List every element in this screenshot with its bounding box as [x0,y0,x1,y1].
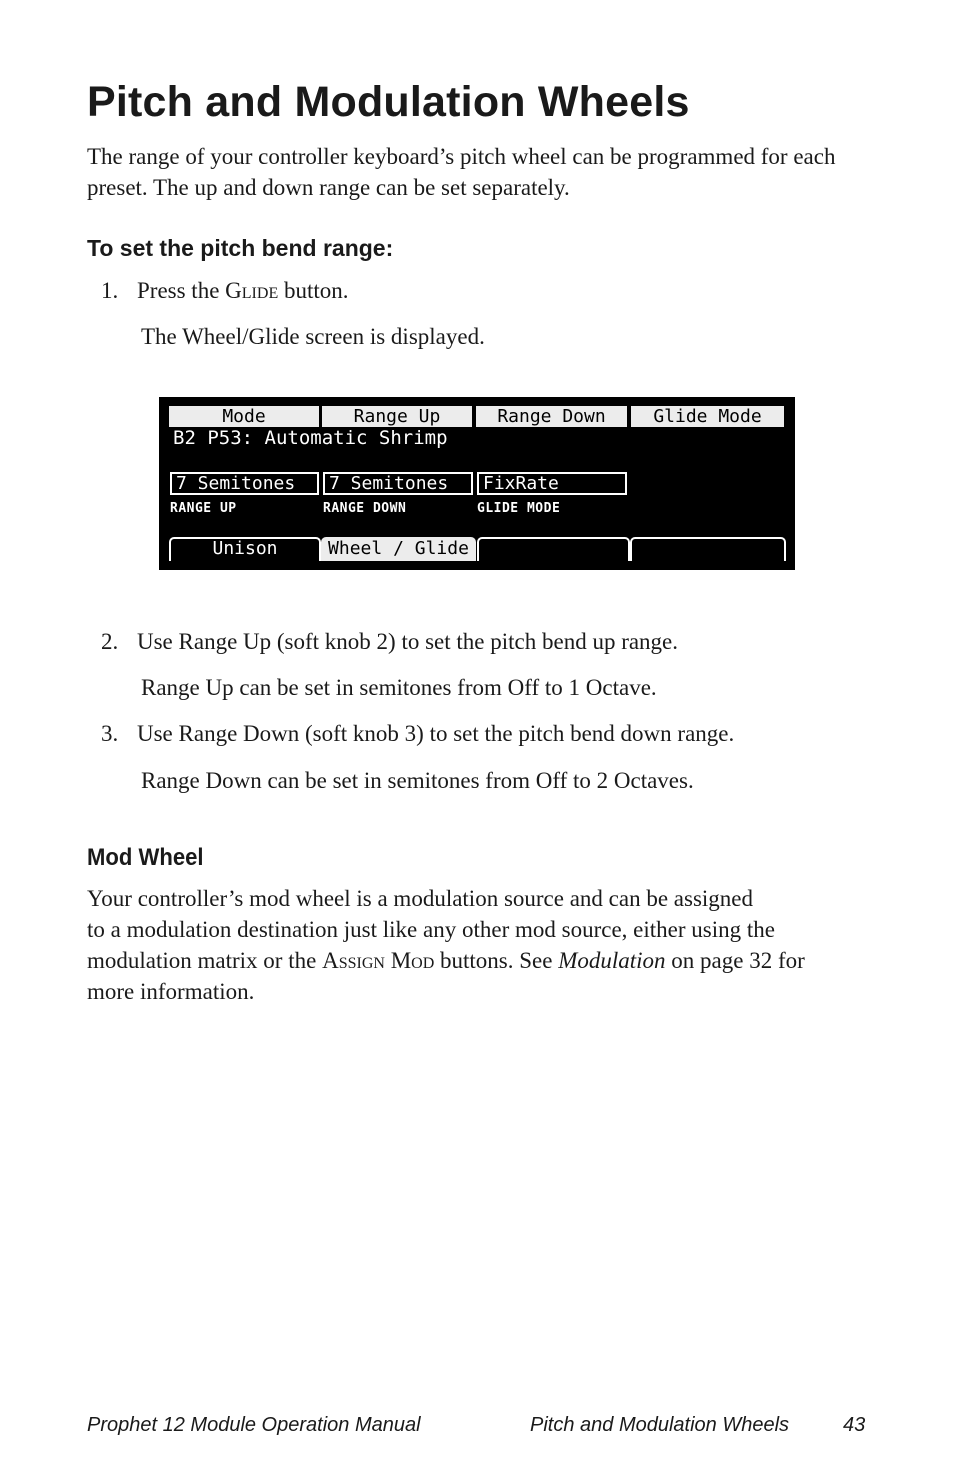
step-text: Use Range Down (soft knob 3) to set the pitch bend down range. [137,721,735,746]
lcd-label-range-down: RANGE DOWN [323,501,407,516]
lcd-header-glide-mode: Glide Mode [631,406,784,427]
wheel-glide-screen [159,397,795,570]
step-number: 2. [101,629,119,654]
step-text-end: button. [278,278,349,303]
mod-wheel-paragraph [87,883,887,1007]
step-2 [101,627,678,657]
footer-page-number: 43 [843,1414,866,1436]
step-text: Use Range Up (soft knob 2) to set the pitch bend up range. [137,629,679,654]
lcd-value-range-down: 7 Semitones [323,472,473,495]
footer-section-title: Pitch and Modulation Wheels [530,1414,790,1436]
lcd-header-range-up: Range Up [322,406,472,427]
glide-button-name: Glide [225,278,279,303]
intro-paragraph: The range of your controller keyboard’s pitch wheel can be programmed for each preset. The up and down range can be set separately. [87,144,836,200]
page-title: Pitch and Modulation Wheels [87,78,690,126]
lcd-header-mode: Mode [169,406,319,427]
step-number: 1. [101,278,119,303]
mod-line-4: more information. [87,979,255,1004]
mod-button-name: Mod [390,948,435,973]
mod-line-2: to a modulation destination just like any other mod source, either using the [87,917,775,942]
lcd-tab-wheel-glide: Wheel / Glide [321,537,476,561]
lcd-value-glide-mode: FixRate [477,472,627,495]
mod-line-1: Your controller’s mod wheel is a modulation source and can be assigned [87,886,754,911]
pitch-bend-heading: To set the pitch bend range: [87,235,394,261]
lcd-tab-empty-3 [477,537,630,561]
step-1-note: The Wheel/Glide screen is displayed. [141,324,485,349]
step-text: Press the [137,278,226,303]
lcd-header-range-down: Range Down [476,406,627,427]
mod-wheel-heading: Mod Wheel [87,844,204,871]
lcd-tab-empty-4 [630,537,786,561]
step-3-note: Range Down can be set in semitones from Off to 2 Octaves. [141,768,694,793]
mod-line-3: modulation matrix or the Assign Mod buttons. See Modulation on page 32 for [87,948,805,973]
assign-button-name: Assign [322,948,385,973]
step-1 [101,276,349,306]
lcd-label-range-up: RANGE UP [170,501,237,516]
lcd-tab-unison: Unison [169,537,321,561]
lcd-value-range-up: 7 Semitones [170,472,319,495]
step-3 [101,719,734,749]
footer-manual-title: Prophet 12 Module Operation Manual [87,1414,421,1436]
step-number: 3. [101,721,119,746]
modulation-reference[interactable]: Modulation [558,948,666,973]
step-2-note: Range Up can be set in semitones from Off to 1 Octave. [141,675,657,700]
lcd-preset-name: B2 P53: Automatic Shrimp [173,427,448,449]
lcd-label-glide-mode: GLIDE MODE [477,501,561,516]
